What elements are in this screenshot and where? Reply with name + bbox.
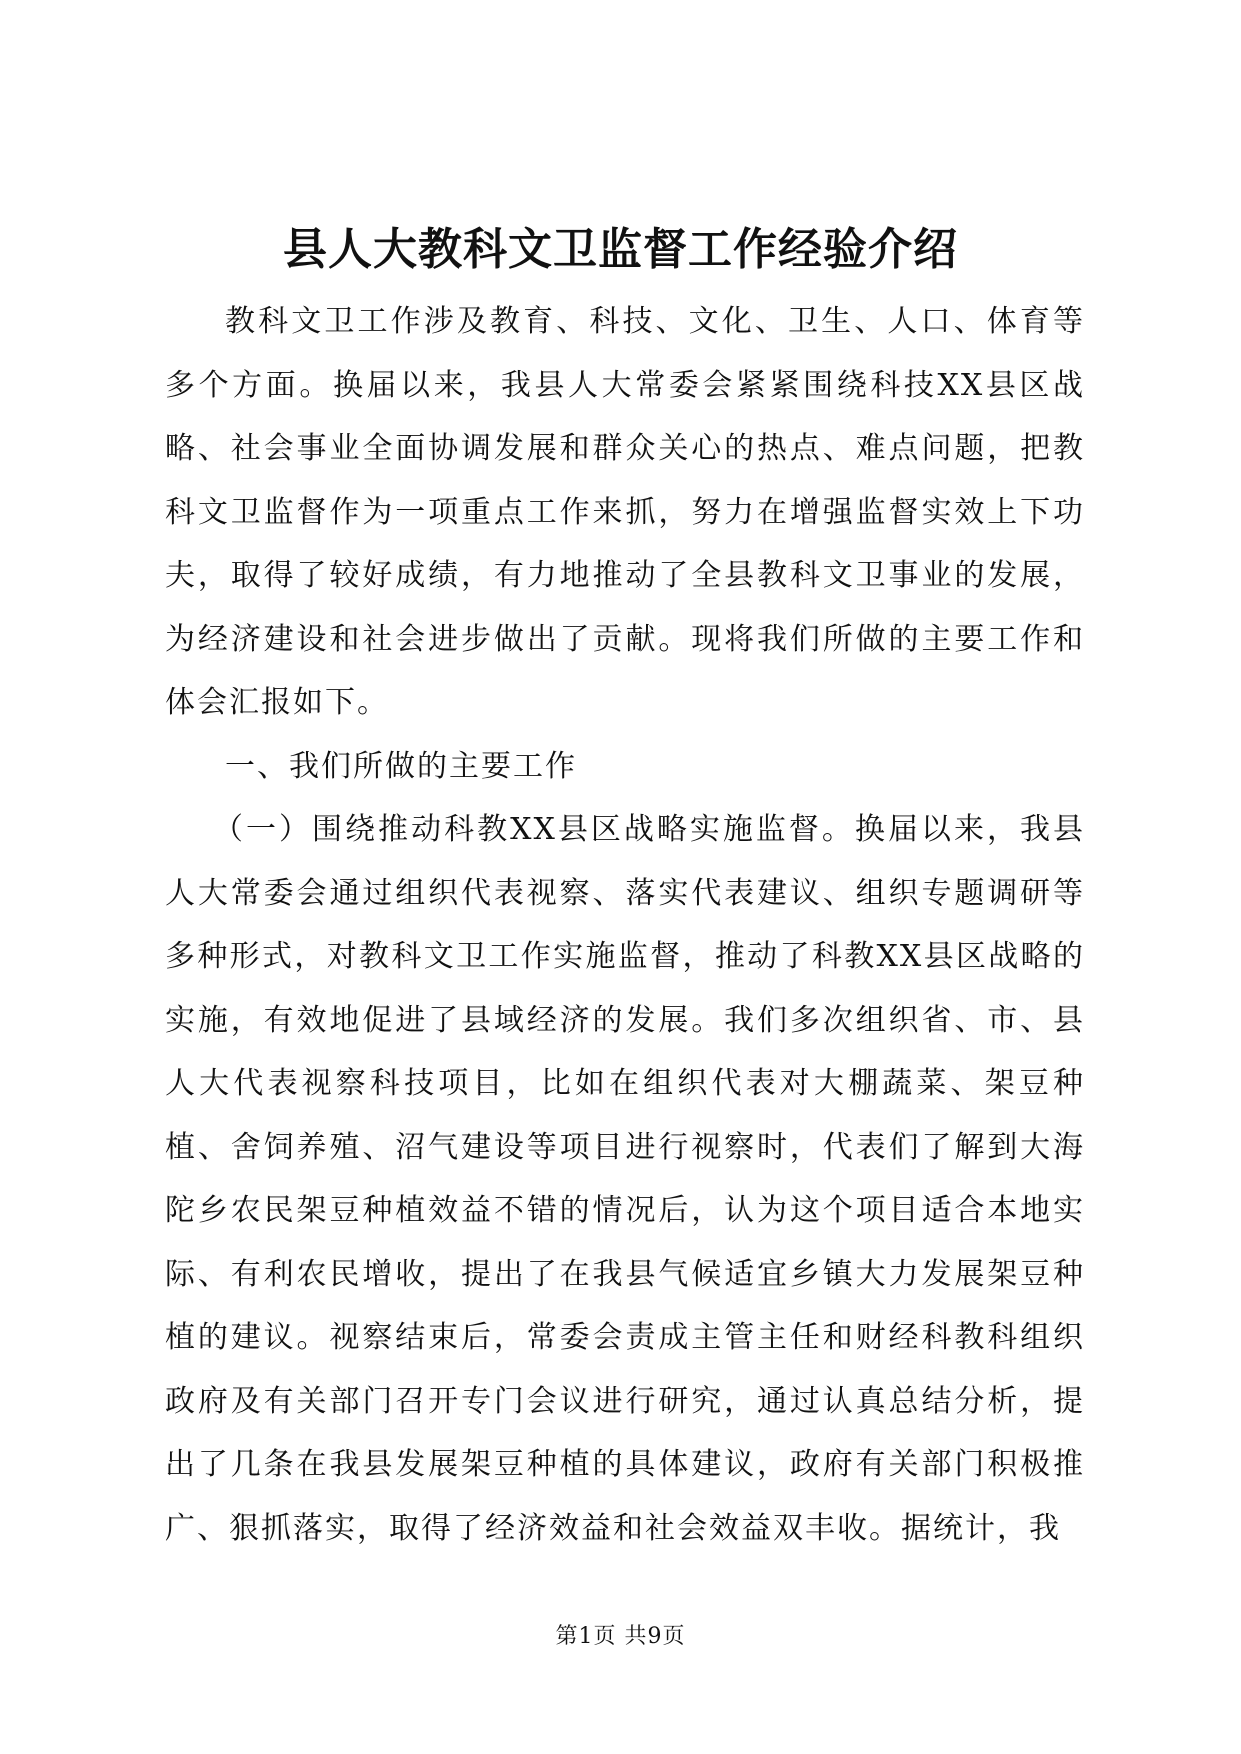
- section-heading: 一、我们所做的主要工作: [225, 748, 577, 784]
- subsection-paragraph: （一）围绕推动科教XX县区战略实施监督。换届以来，我县人大常委会通过组织代表视察、落实代表建议、组织专题调研等多种形式，对教科文卫工作实施监督，推动了科教XX县区战略的实施，有效地促进了县域经济的发展。我们多次组织省、市、县人大代表视察科技项目，比如在组织代表对大棚蔬菜、架豆种植、舍饲养殖、沼气建设等项目进行视察时，代表们了解到大海陀乡农民架豆种植效益不错的情况后，认为这个项目适合本地实际、有利农民增收，提出了在我县气候适宜乡镇大力发展架豆种植的建议。视察结束后，常委会责成主管主任和财经科教科组织政府及有关部门召开专门会议进行研究，通过认真总结分析，提出了几条在我县发展架豆种植的具体建议，政府有关部门积极推广、狠抓落实，取得了经济效益和社会效益双丰收。据统计，我: [165, 812, 1085, 1546]
- document-title: 县人大教科文卫监督工作经验介绍: [283, 224, 958, 275]
- intro-paragraph: 教科文卫工作涉及教育、科技、文化、卫生、人口、体育等多个方面。换届以来，我县人大常委会紧紧围绕科技XX县区战略、社会事业全面协调发展和群众关心的热点、难点问题，把教科文卫监督作为一项重点工作来抓，努力在增强监督实效上下功夫，取得了较好成绩，有力地推动了全县教科文卫事业的发展，为经济建设和社会进步做出了贡献。现将我们所做的主要工作和体会汇报如下。: [165, 304, 1085, 720]
- document-body: [165, 290, 1085, 1560]
- page-number-footer: 第1页 共9页: [555, 1624, 686, 1649]
